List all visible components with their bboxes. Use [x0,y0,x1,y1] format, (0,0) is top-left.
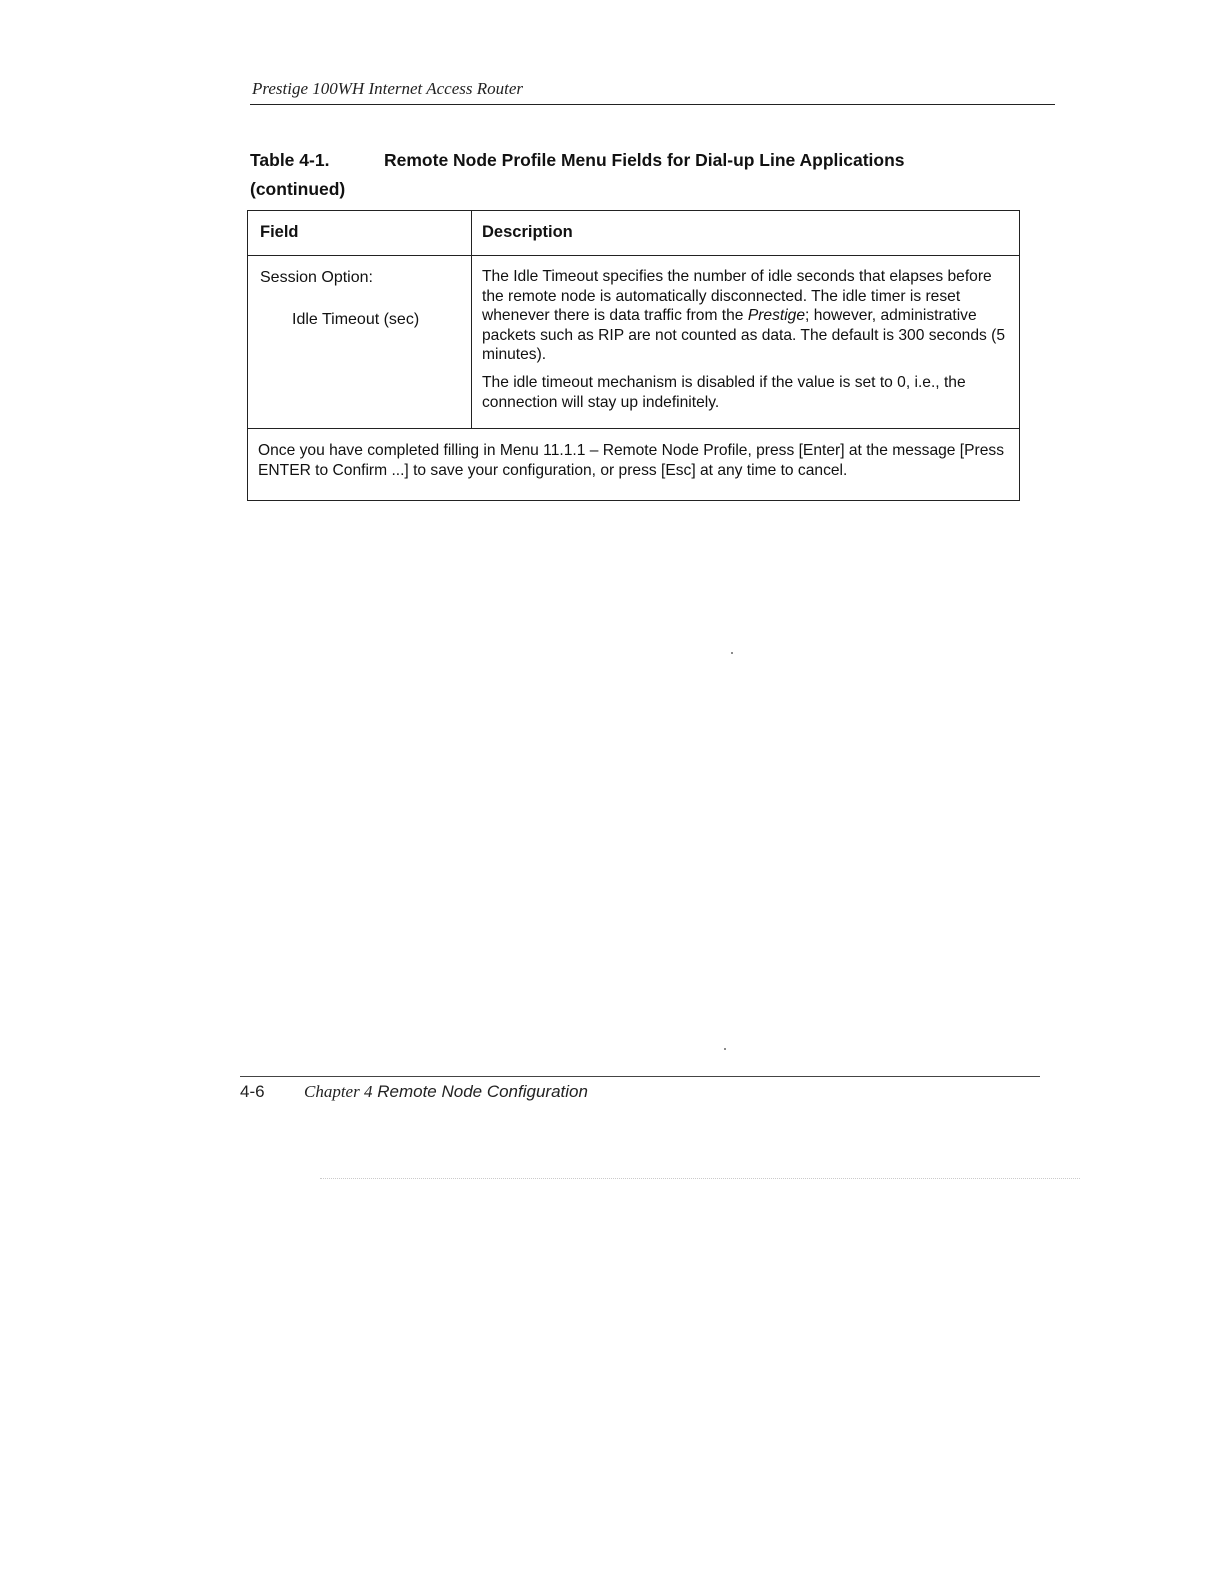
description-text: The Idle Timeout specifies the number of idle seconds that elapses before the remote node is automatically disconnected. The idle timer is reset whenever there is data traffic from the [482,268,992,325]
footer-rule [240,1076,1040,1077]
page-footer [240,1082,588,1102]
table-caption [250,146,905,204]
fields-table [247,210,1020,501]
table-number: Table 4-1. [250,150,330,170]
description-cell [482,267,1016,420]
table-footnote: Once you have completed filling in Menu 11.1.1 – Remote Node Profile, press [Enter] at the message [Press ENTER to Confirm ...] to save your configuration, or press [Esc] at any time to cancel. [258,442,1005,479]
column-header-field: Field [260,223,299,241]
field-name: Session Option: [260,269,373,286]
section-title: Remote Node Configuration [377,1082,588,1101]
product-name-emphasis: Prestige [747,307,806,325]
scan-artifact [320,1178,1080,1179]
scan-speck [731,652,733,654]
description-paragraph [482,267,1016,365]
scan-speck [724,1048,726,1050]
header-row-divider [248,255,1019,256]
table-title: Remote Node Profile Menu Fields for Dial-up Line Applications [384,150,905,170]
column-divider [471,211,472,429]
subfield-name: Idle Timeout (sec) [292,311,420,328]
header-rule [250,104,1055,105]
column-header-description: Description [482,223,573,241]
footer-row-divider [248,428,1019,429]
description-paragraph: The idle timeout mechanism is disabled if the value is set to 0, i.e., the connection will stay up indefinitely. [482,373,966,411]
chapter-label: Chapter 4 [304,1082,373,1101]
table-continued: (continued) [250,179,346,199]
description-text: ; however, administrative packets such as RIP are not counted as data. The default is 300 seconds (5 minutes). [482,307,1006,364]
running-header: Prestige 100WH Internet Access Router [252,79,523,98]
page-number: 4-6 [240,1082,265,1101]
field-cell [260,267,419,330]
